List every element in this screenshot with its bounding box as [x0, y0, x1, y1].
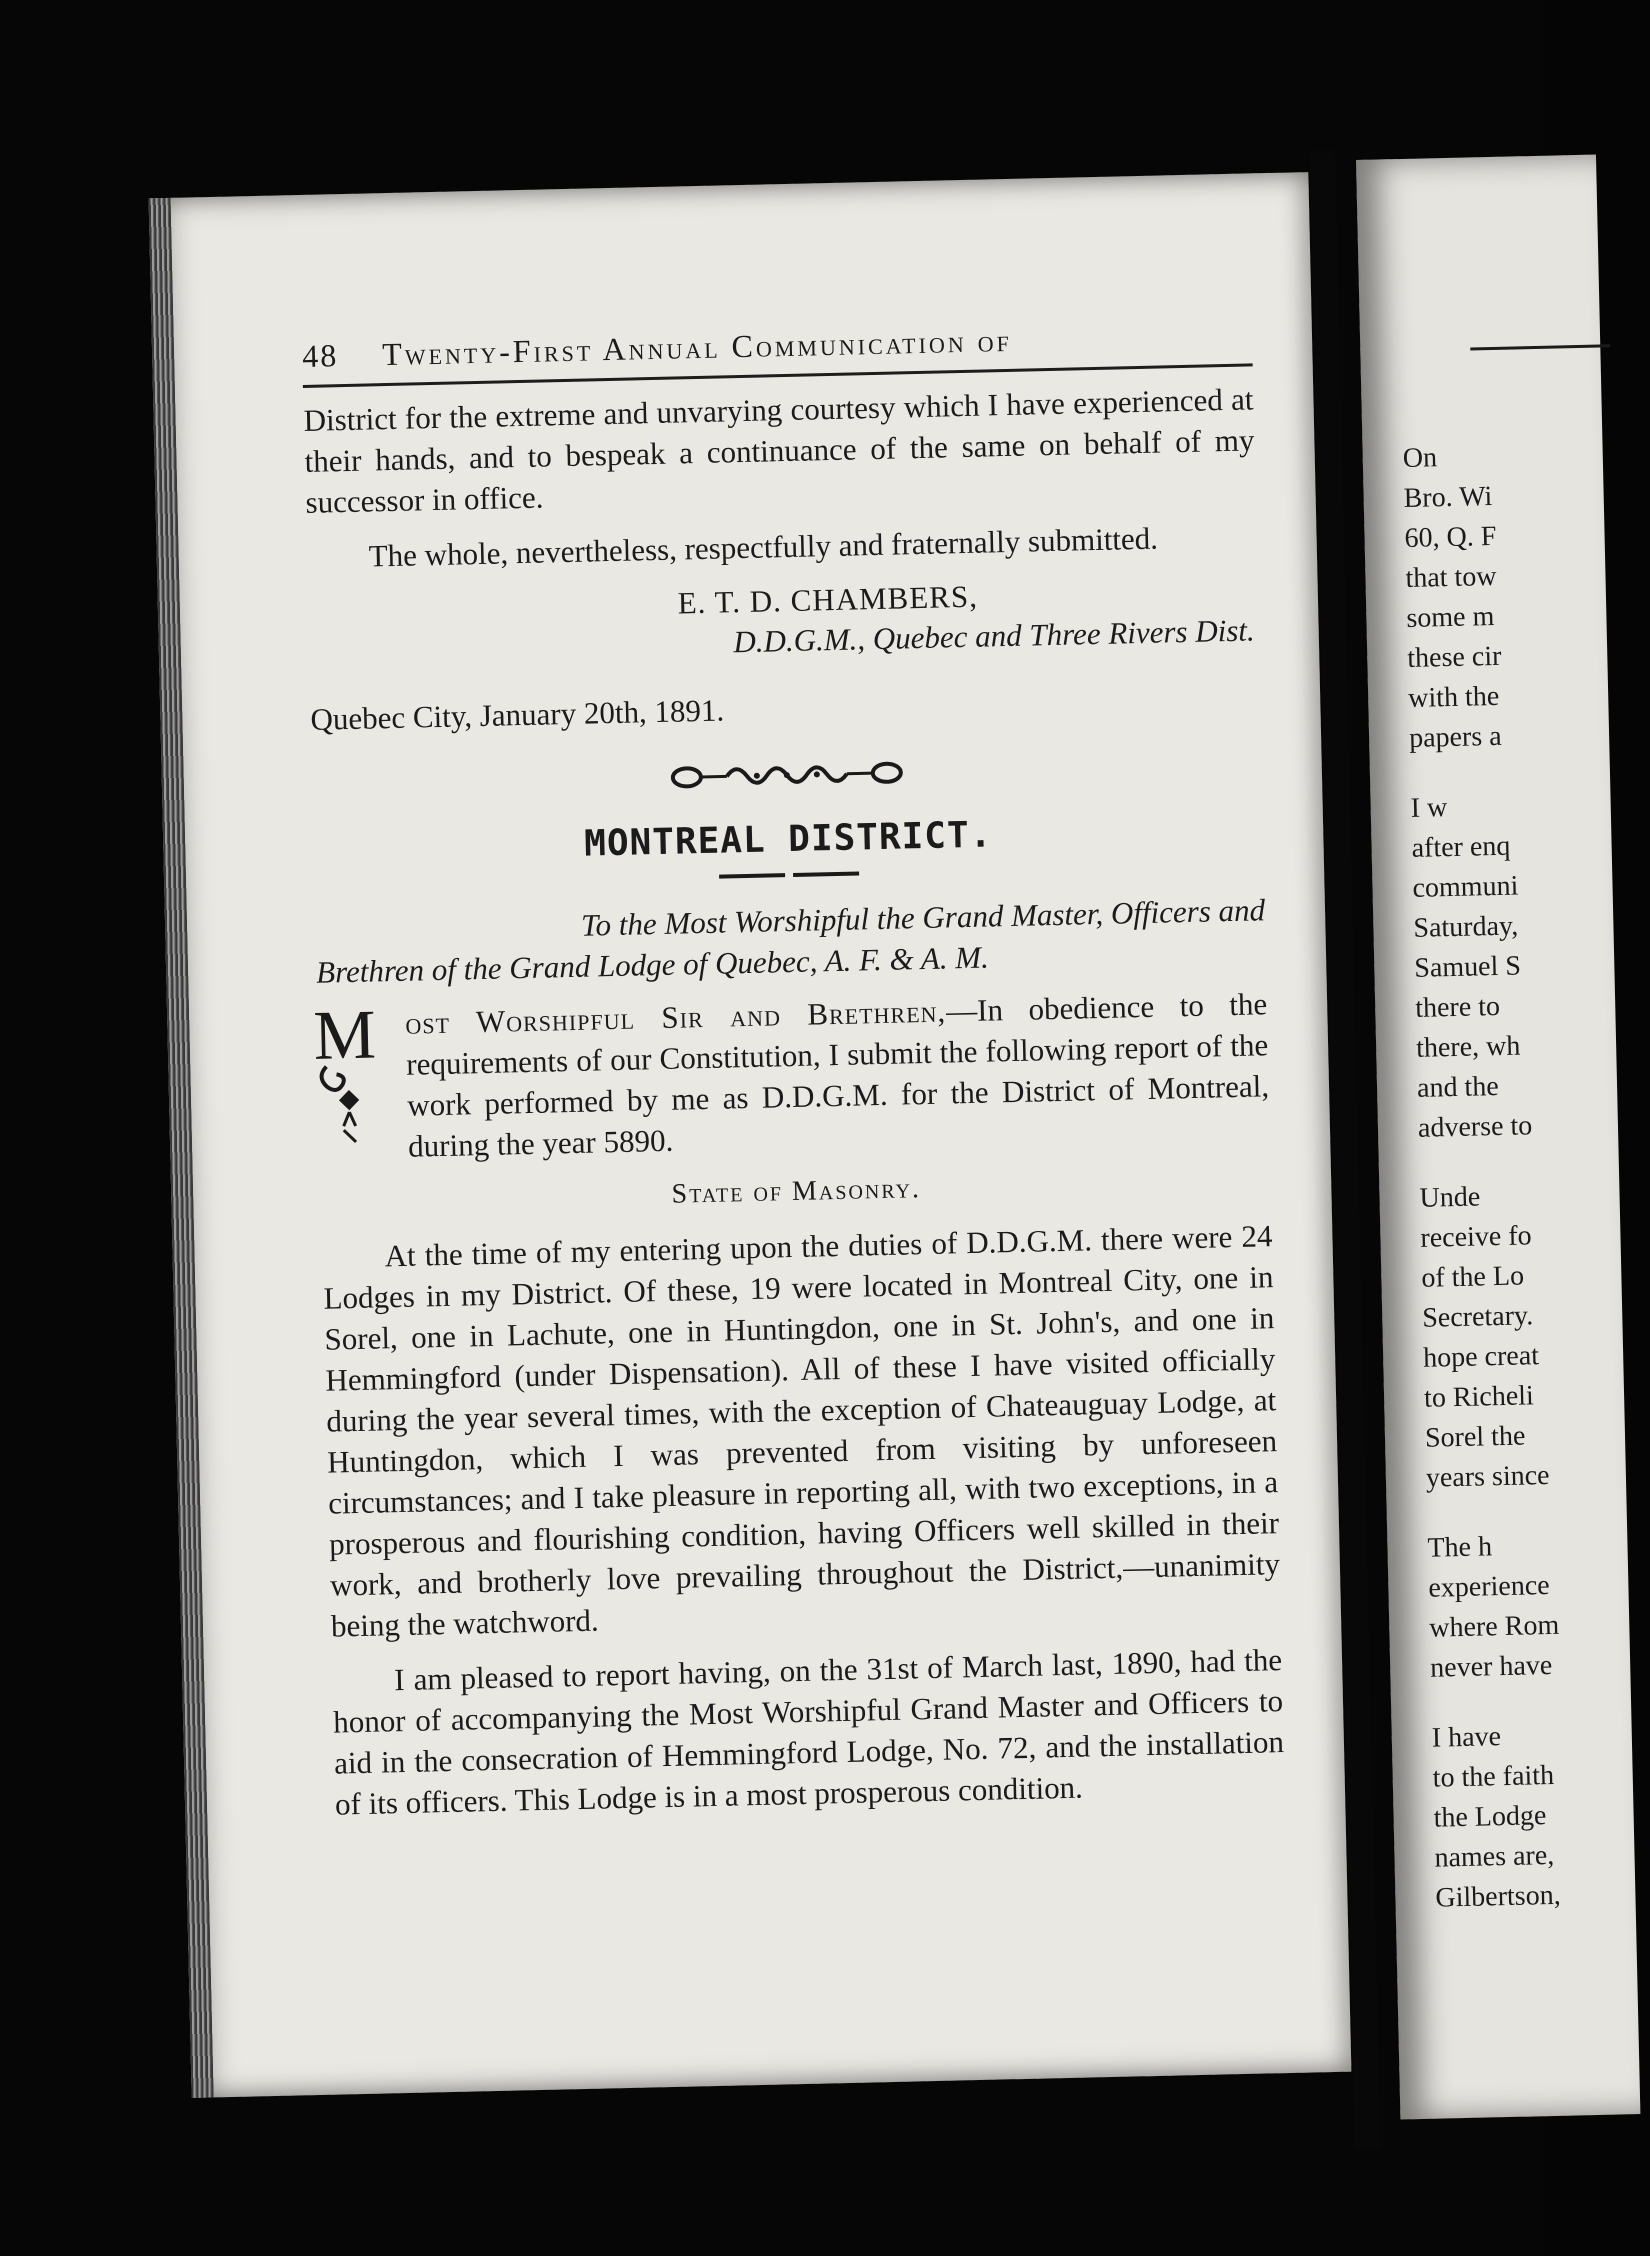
address-block [315, 889, 1267, 993]
facing-page-line: never have [1429, 1649, 1553, 1684]
facing-page-line: names are, [1434, 1839, 1555, 1874]
facing-page-gap [1418, 1146, 1549, 1179]
facing-page-line: to Richeli [1423, 1380, 1535, 1414]
facing-page-line: the Lodge [1433, 1800, 1547, 1834]
facing-page-line: where Rom [1428, 1609, 1560, 1644]
continuation-paragraph: District for the extreme and unvarying courtesy which I have experienced at their hands, and to bespeak a continuance of the same on behalf of my successor in office. [303, 381, 1255, 520]
facing-page-line: Sorel the [1424, 1420, 1526, 1454]
facing-page-line: after enq [1411, 830, 1511, 864]
facing-page-line: Samuel S [1414, 950, 1522, 984]
facing-page-line: 60, Q. F [1404, 520, 1497, 554]
facing-page-line: there, wh [1415, 1030, 1521, 1064]
facing-page-line: Bro. Wi [1403, 480, 1493, 515]
body-paragraph: I am pleased to report having, on the 31st of March last, 1890, had the honor of accompanying the Most Worshipful Grand Master and Officers to aid in the consecration of Hemmingford Lodge, No. 72, and the installation of its officers. This Lodge is in a most prosperous condition. [332, 1642, 1285, 1822]
facing-page-line: some m [1406, 600, 1495, 634]
decorated-initial-icon [311, 996, 398, 1151]
section-title: MONTREAL DISTRICT. [583, 814, 993, 865]
facing-page-line: communi [1412, 870, 1519, 904]
signer-title: D.D.G.M., Quebec and Three Rivers Dist. [732, 612, 1256, 660]
facing-page-line: and the [1416, 1071, 1500, 1104]
facing-page-line: Unde [1419, 1181, 1481, 1214]
facing-page-line: The h [1427, 1531, 1493, 1564]
running-head-title: Twenty-First Annual Communication of [381, 321, 1013, 373]
facing-page-line: Secretary. [1421, 1300, 1534, 1334]
left-page [149, 172, 1352, 2098]
facing-page [1356, 155, 1640, 2120]
facing-page-text [1402, 436, 1565, 1919]
facing-page-line: I have [1431, 1721, 1502, 1754]
page-body [303, 378, 1285, 1838]
dropcap-letter: M [312, 996, 377, 1075]
facing-page-line: adverse to [1417, 1110, 1533, 1144]
facing-page-line: with the [1407, 680, 1500, 714]
facing-page-line: to the faith [1432, 1759, 1555, 1794]
subheading: State of Masonry. [671, 1173, 922, 1210]
facing-page-line: Saturday, [1413, 910, 1519, 944]
facing-page-line: Gilbertson, [1435, 1879, 1561, 1914]
facing-page-gap [1431, 1686, 1562, 1719]
page-edge-stack [149, 198, 214, 2098]
body-paragraph: At the time of my entering upon the duties of D.D.G.M. there were 24 Lodges in my District. Of these, 19 were located in Montreal City, one in Sorel, one in Lachute, one in Huntingdon, one in St. John's, and one in Hemmingford (under Dispensation). All of these I have visited officially during the year several times, with the exception of Chateauguay Lodge, at Huntingdon, which I was prevented from visiting by unforeseen circumstances; and I take pleasure in reporting all, with two exceptions, in a prosperous and flourishing condition, having Officers well skilled in their work, and brotherly love prevailing throughout the District,—unanimity being the watchword. [323, 1218, 1281, 1644]
page-number: 48 [301, 337, 339, 374]
ornament-divider [312, 746, 1263, 808]
salutation-paragraph [405, 983, 1270, 1167]
salutation-text: —In obedience to the requirements of our Constitution, I submit the following report of the work performed by me as D.D.G.M. for the District of Montreal, during the year 5890. [405, 986, 1270, 1164]
facing-page-line: of the Lo [1421, 1260, 1525, 1294]
facing-page-line: I w [1410, 792, 1448, 824]
facing-page-line: receive fo [1420, 1220, 1532, 1254]
facing-page-line: papers a [1408, 720, 1502, 754]
facing-page-line: years since [1425, 1459, 1550, 1494]
facing-page-gap [1410, 756, 1541, 789]
facing-page-line: there to [1414, 990, 1501, 1024]
salutation-smallcaps: ost Worshipful Sir and Brethren, [404, 993, 947, 1041]
address-line-1: To the Most Worshipful the Grand Master, Officers and [580, 892, 1266, 943]
facing-page-line: these cir [1406, 640, 1502, 674]
closing-line: The whole, nevertheless, respectfully and fraternally submitted. [368, 520, 1159, 574]
address-line-2: Brethren of the Grand Lodge of Quebec, A. F. & A. M. [315, 939, 990, 990]
scroll-ornament-icon [666, 754, 907, 795]
facing-page-gap [1426, 1496, 1557, 1529]
running-head [301, 293, 1252, 388]
facing-page-line: that tow [1405, 560, 1497, 594]
facing-page-line: hope creat [1422, 1340, 1540, 1374]
signer-name: E. T. D. CHAMBERS, [677, 578, 979, 621]
facing-page-line: On [1402, 442, 1438, 475]
facing-page-line: experience [1428, 1569, 1550, 1604]
dateline: Quebec City, January 20th, 1891. [310, 692, 725, 737]
salutation-block [312, 983, 1270, 1169]
facing-page-rule [1470, 344, 1610, 350]
